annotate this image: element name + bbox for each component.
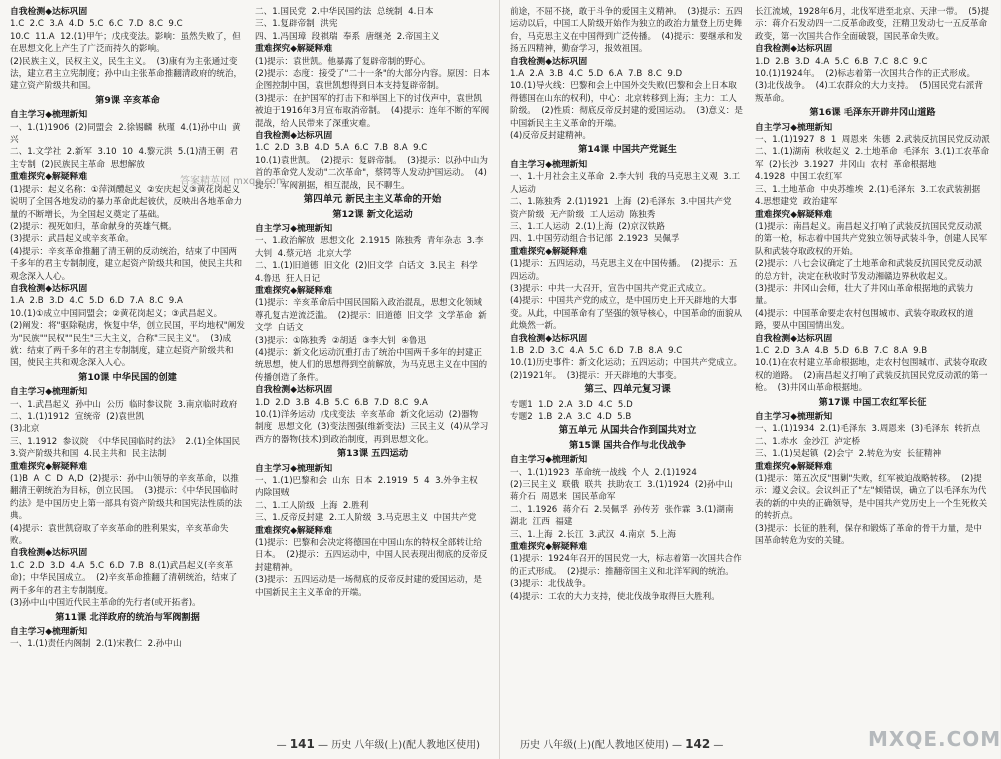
answer-line: (4)反帝反封建精神。 — [510, 131, 591, 142]
answer-line: (1)提示：袁世凯。他暴露了复辟帝制的野心。 — [255, 56, 431, 67]
answer-line: (2)提示：态度：接受了"二十一条"的大部分内容。原因：日本企图控制中国，袁世凯想得到日本支持复辟帝制。 — [255, 69, 490, 92]
section-heading: 自我检测◆达标巩固 — [10, 283, 88, 294]
answer-line: 一、1.十月社会主义革命 2.李大钊 我的马克思主义观 3.工人运动 — [510, 172, 741, 195]
answer-line: 二、1.国民党 2.中华民国约法 总统制 4.日本 — [255, 7, 434, 17]
answer-line: 专题1 1.D 2.A 3.D 4.C 5.D — [510, 399, 633, 410]
answer-line: 二、1.工人阶级 上海 2.胜利 — [255, 500, 369, 511]
answer-line: (2)阐发：将"驱除鞑虏，恢复中华，创立民国，平均地权"阐发为"民族""民权""民生"三大主义，合称"三民主义"。 (3)成就：结束了两千多年的君主专制制度，建立起资产阶级共和国，使民主共和观念深入人心。 — [10, 321, 245, 369]
answer-line: 1.C 2.D 3.A 4.B 5.D 6.B 7.C 8.A 9.B — [755, 345, 928, 356]
answer-line: 10.(1)1924年。 (2)标志着第一次国共合作的正式形成。 (3)北伐战争。 (4)工农群众的大力支持。 (5)国民党右派背叛革命。 — [755, 69, 983, 104]
lesson-title: 第15课 国共合作与北伐战争 — [568, 439, 687, 451]
answer-line: 10.(1)导火线：巴黎和会上中国外交失败(巴黎和会上日本取得德国在山东的权利)，中心：北京转移到上海；主力：工人阶级。 (2)性质：彻底反帝反封建的爱国运动。 (3)意义：是中国新民主主义革命的开端。 — [510, 81, 743, 129]
answer-line: (2)民族主义，民权主义，民生主义。 (3)康有为主张通过变法，建立君主立宪制度；孙中山主张革命推翻清政府的统治，建立资产阶级共和国。 — [10, 56, 243, 92]
site-logo: MXQE.COM — [868, 727, 1001, 751]
section-heading: 自我检测◆达标巩固 — [10, 548, 88, 559]
section-heading: 自我检测◆达标巩固 — [255, 131, 333, 142]
answer-line: 三、1.1912 参议院 《中华民国临时约法》 2.(1)全体国民 3.资产阶级共和国 4.民主共和 民主法制 — [10, 436, 246, 460]
answer-line: 1.C 2.C 3.A 4.D 5.C 6.C 7.D 8.C 9.C — [10, 19, 183, 30]
unit-title: 第五单元 从国共合作到国共对立 — [558, 425, 697, 437]
answer-line: (3)提示：①陈独秀 ②胡适 ③李大钊 ④鲁迅 — [255, 335, 427, 346]
answer-line: 10.C 11.A 12.(1)甲午；戊戌变法。影响：虽然失败了，但在思想文化上产生了广泛而持久的影响。 — [10, 31, 241, 55]
answer-line: 一、1.(1)巴黎和会 山东 日本 2.1919 5 4 3.外争主权 内除国贼 — [255, 476, 484, 499]
section-heading: 自我检测◆达标巩固 — [10, 7, 88, 17]
answer-line: 三、1.土地革命 中央苏维埃 2.(1)毛泽东 3.工农武装割据 4.思想建党 政治建军 — [755, 184, 986, 208]
answer-line: (3)提示：长征的胜利，保存和锻炼了革命的骨干力量，是中国革命转危为安的关键。 — [755, 523, 983, 547]
section-heading: 自我检测◆达标巩固 — [510, 333, 588, 344]
answer-line: 二、1.(1)湖南 秋收起义 2.土地革命 毛泽东 3.(1)工农革命军 (2)长沙 3.1927 井冈山 农村 革命根据地 — [755, 147, 990, 170]
section-heading: 自主学习◆梳理新知 — [10, 626, 88, 637]
section-heading: 自我检测◆达标巩固 — [510, 56, 588, 67]
answer-line: (3)提示：在护国军的打击下和举国上下的讨伐声中，袁世凯被迫于1916年3月宣布取消帝制。 (4)提示：连年不断的军阀混战，给人民带来了深重灾难。 — [255, 93, 490, 129]
right-column-2 — [755, 6, 990, 721]
answer-line: 1.D 2.B 3.D 4.A 5.C 6.B 7.C 8.C 9.C — [755, 56, 928, 67]
lesson-title: 第10课 中华民国的创建 — [78, 371, 177, 383]
answer-line: 专题2 1.B 2.A 3.C 4.D 5.B — [510, 412, 632, 422]
answer-line: 1.C 2.D 3.B 4.D 5.A 6.C 7.B 8.A 9.C — [255, 143, 428, 154]
section-heading: 重难探究◆解疑释难 — [510, 246, 588, 257]
section-heading: 重难探究◆解疑释难 — [755, 209, 833, 220]
answer-line: 10.(1)①成立中国同盟会；②黄花岗起义；③武昌起义。 — [10, 308, 223, 319]
left-page-footer: — 141 — 历史 八年级(上)(配人教地区使用) — [276, 737, 480, 751]
answer-line: 二、1.赤水 金沙江 泸定桥 — [755, 436, 861, 447]
answer-line: 10.(1)洋务运动 戊戌变法 辛亥革命 新文化运动 (2)器物 制度 思想文化 (3)变法图强(维新变法) 三民主义 (4)从学习西方的器物(技术)到政治制度，再到思想文化。 — [255, 410, 489, 445]
section-heading: 重难探究◆解疑释难 — [255, 285, 333, 296]
answer-line: 一、1.(1)1934 2.(1)毛泽东 3.周恩来 (3)毛泽东 转折点 — [755, 424, 981, 435]
answer-line: (3)提示：井冈山会师，壮大了井冈山革命根据地的武装力量。 — [755, 283, 974, 307]
lesson-title: 第13课 五四运动 — [336, 448, 409, 460]
answer-line: 四、1.中国劳动组合书记部 2.1923 吴佩孚 — [510, 234, 680, 245]
answer-line: 二、1.陈独秀 2.(1)1921 上海 (2)毛泽东 3.中国共产党 资产阶级 无产阶级 工人运动 陈独秀 — [510, 197, 738, 220]
answer-line: 二、1.1926 蒋介石 2.吴佩孚 孙传芳 张作霖 3.(1)湖南 湖北 江西 福建 — [510, 504, 739, 528]
section-heading: 自主学习◆梳理新知 — [755, 412, 833, 422]
answer-line: (4)提示：工农的大力支持，使北伐战争取得巨大胜利。 — [510, 591, 720, 602]
answer-line: (2)提示：八七会议确定了土地革命和武装反抗国民党反动派的总方针，决定在秋收时节发动湘赣边界秋收起义。 — [755, 259, 983, 282]
lesson-title: 第12课 新文化运动 — [332, 208, 413, 220]
section-heading: 自主学习◆梳理新知 — [510, 159, 588, 170]
answer-line: (4)提示：袁世凯窃取了辛亥革命的胜利果实，辛亥革命失败。 — [10, 523, 229, 547]
section-heading: 自我检测◆达标巩固 — [255, 385, 333, 396]
lesson-title: 第9课 辛亥革命 — [95, 94, 160, 106]
answer-line: 1.D 2.D 3.B 4.B 5.C 6.B 7.D 8.C 9.A — [255, 397, 428, 408]
section-heading: 自主学习◆梳理新知 — [510, 455, 588, 466]
answer-line: 1.B 2.D 3.C 4.A 5.C 6.D 7.B 8.A 9.C — [510, 345, 683, 356]
answer-line: (3)提示：五四运动是一场彻底的反帝反封建的爱国运动，是中国新民主主义革命的开端。 — [255, 575, 483, 598]
answer-line: 一、1.(1)1906 (2)同盟会 2.徐锡麟 秋瑾 4.(1)孙中山 黄兴 — [10, 122, 241, 146]
answer-line: 10.(1)袁世凯。 (2)提示：复辟帝制。 (3)提示：以孙中山为首的革命党人发动"二次革命"，蔡锷等人发动护国运动。 (4)提示：军阀割据，相互混战，民不聊生。 — [255, 155, 488, 191]
left-column-1 — [10, 6, 245, 721]
footer-grade: 八年级(上)(配人教地区使用) — [543, 740, 669, 751]
answer-line: 前途，不屈不挠，敢于斗争的爱国主义精神。 (3)提示：五四运动以后，中国工人阶级开始作为独立的政治力量登上历史舞台，马克思主义在中国得到广泛传播。 (4)提示：要继承和发扬五四精神，勤奋学习，报效祖国。 — [510, 7, 743, 55]
answer-line: 10.(1)历史事件：新文化运动；五四运动；中国共产党成立。 (2)1921年。 (3)提示：开天辟地的大事变。 — [510, 358, 748, 381]
answer-line: 1.C 2.D 3.D 4.A 5.C 6.D 7.B 8.(1)武昌起义(辛亥革命)；中华民国成立。 (2)辛亥革命推翻了清朝统治，结束了两千多年的君主专制制度。 — [10, 560, 238, 596]
lesson-title: 第11课 北洋政府的统治与军阀割据 — [55, 611, 200, 623]
watermark: 答案精英网 mxqe.com — [180, 176, 286, 187]
answer-line: (1)B A C D A,D (2)提示：孙中山领导的辛亥革命，以推翻清王朝统治为目标，创立民国。 (3)提示：《中华民国临时约法》是中国历史上第一部具有资产阶级共和国宪法性质的法典。 — [10, 474, 243, 522]
unit-title: 第四单元 新民主主义革命的开始 — [303, 194, 442, 206]
answer-line: 1.A 2.B 3.D 4.C 5.D 6.D 7.A 8.C 9.A — [10, 296, 183, 307]
answer-line: 三、1.上海 2.长江 3.武汉 4.南京 5.上海 — [510, 529, 676, 540]
answer-line: 一、1.(1)1923 革命统一战线 个人 2.(1)1924 — [510, 467, 697, 478]
answer-line: (1)提示：起义名称：①萍浏醴起义 ②安庆起义③黄花岗起义 说明了全国各地发动的暴力革命此起彼伏，反映出各地革命力量的不断增长，为全国起义奠定了基础。 — [10, 184, 246, 220]
section-heading: 重难探究◆解疑释难 — [255, 525, 333, 536]
answer-line: 三、1.反帝反封建 2.工人阶级 3.马克思主义 中国共产党 — [255, 513, 477, 524]
answer-line: 4.1928 中国工农红军 — [755, 172, 843, 183]
answer-line: (3)孙中山中国近代民主革命的先行者(或开拓者)。 — [10, 598, 201, 609]
answer-line: (1)提示：辛亥革命后中国民国陷入政治混乱，思想文化领域尊孔复古逆流泛滥。 (2)提示：旧道德 旧文学 文学革命 新文学 白话文 — [255, 298, 487, 334]
answer-line: (2)提示：视死如归，革命献身的英雄气概。 — [10, 221, 177, 232]
section-heading: 自主学习◆梳理新知 — [255, 463, 333, 474]
right-page-footer: 历史 八年级(上)(配人教地区使用) — 142 — — [520, 737, 724, 751]
section-heading: 自主学习◆梳理新知 — [10, 387, 88, 398]
answer-line: (4)提示：中国革命要走农村包围城市、武装夺取政权的道路，要从中国国情出发。 — [755, 308, 974, 332]
answer-line: 一、1.武昌起义 孙中山 公历 临时参议院 3.南京临时政府 — [10, 399, 238, 410]
footer-subject: 历史 — [331, 740, 352, 751]
section-heading: 自主学习◆梳理新知 — [755, 122, 833, 133]
section-heading: 自我检测◆达标巩固 — [755, 44, 833, 55]
section-heading: 自主学习◆梳理新知 — [10, 110, 88, 121]
unit-title: 第三、四单元复习课 — [584, 384, 671, 396]
section-heading: 重难探究◆解疑释难 — [10, 172, 88, 183]
section-heading: 重难探究◆解疑释难 — [510, 542, 588, 553]
answer-line: 一、1.(1)1927 8 1 周恩来 朱德 2.武装反抗国民党反动派 — [755, 135, 990, 146]
left-page — [0, 0, 500, 759]
answer-line: 四、1.冯国璋 段祺瑞 奉系 唐继尧 2.帝国主义 — [255, 31, 440, 42]
lesson-title: 第16课 毛泽东开辟井冈山道路 — [809, 107, 936, 119]
page-number: 141 — [289, 737, 315, 751]
answer-line: (1)提示：五四运动，马克思主义在中国传播。 (2)提示：五四运动。 — [510, 259, 738, 282]
footer-subject: 历史 — [520, 740, 540, 751]
answer-line: (3)提示：武昌起义或辛亥革命。 — [10, 234, 134, 245]
lesson-title: 第14课 中国共产党诞生 — [578, 144, 677, 156]
answer-line: (1)提示：第五次反"围剿"失败，红军被迫战略转移。 (2)提示：遵义会议。会议纠正了"左"倾错误，确立了以毛泽东为代表的新的中央的正确领导，是中国共产党历史上一个生死攸关的转折点。 — [755, 474, 988, 522]
answer-line: (3)提示：中共一大召开，宣告中国共产党正式成立。 — [510, 283, 712, 294]
answer-line: (4)提示：辛亥革命推翻了清王朝的反动统治，结束了中国两千多年的君主专制制度，建立起资产阶级共和国，使民主共和观念深入人心。 — [10, 246, 243, 282]
answer-line: (3)北京 — [10, 424, 40, 435]
answer-line: (1)提示：南昌起义。南昌起义打响了武装反抗国民党反动派的第一枪，标志着中国共产党独立领导武装斗争，创建人民军队和武装夺取政权的开始。 — [755, 221, 988, 257]
section-heading: 自我检测◆达标巩固 — [755, 333, 833, 344]
page-number: 142 — [685, 737, 711, 751]
answer-line: 一、1.政治解放 思想文化 2.1915 陈独秀 青年杂志 3.李大钊 4.蔡元培 北京大学 — [255, 236, 484, 259]
answer-line: 一、1.(1)责任内阁制 2.(1)宋教仁 2.孙中山 — [10, 639, 182, 650]
answer-line: (1)提示：1924年召开的国民党一大，标志着第一次国共合作的正式形成。 (2)提示：推翻帝国主义和北洋军阀的统治。 (3)提示：北伐战争。 — [510, 554, 742, 590]
section-heading: 自主学习◆梳理新知 — [255, 223, 333, 234]
answer-line: 三、1.复辟帝制 洪宪 — [255, 19, 338, 30]
answer-line: 二、1.(1)1912 宣统帝 (2)袁世凯 — [10, 412, 145, 422]
answer-line: 长江流域，1928年6月，北伐军进至北京、天津一带。 (5)提示：蒋介石发动四一二反革命政变，汪精卫发动七一五反革命政变，第一次国共合作全面破裂，国民革命失败。 — [755, 7, 990, 42]
answer-line: (4)提示：中国共产党的成立，是中国历史上开天辟地的大事变。从此，中国革命有了坚强的领导核心，中国革命的面貌从此焕然一新。 — [510, 296, 743, 332]
answer-line: 三、1.工人运动 2.(1)上海 (2)京汉铁路 — [510, 221, 665, 232]
answer-line: 1.A 2.A 3.B 4.C 5.D 6.A 7.B 8.C 9.D — [510, 69, 683, 80]
section-heading: 重难探究◆解疑释难 — [255, 44, 333, 55]
answer-line: 二、1.(1)旧道德 旧文化 (2)旧文学 白话文 3.民主 科学 4.鲁迅 狂人日记 — [255, 261, 484, 284]
lesson-title: 第17课 中国工农红军长征 — [818, 396, 927, 408]
section-heading: 重难探究◆解疑释难 — [10, 461, 88, 472]
answer-line: 二、1.文学社 2.新军 3.10 10 4.黎元洪 5.(1)清王朝 君主专制 (2)民族民主革命 思想解放 — [10, 147, 239, 170]
answer-line: (2)三民主义 联俄 联共 扶助农工 3.(1)1924 (2)孙中山 蒋介石 周恩来 国民革命军 — [510, 480, 739, 503]
footer-grade: 八年级(上)(配人教地区使用) — [354, 740, 480, 751]
left-column-2 — [255, 6, 490, 721]
answer-line: 三、1.(1)吴起镇 (2)会宁 2.转危为安 长征精神 — [755, 449, 942, 460]
section-heading: 重难探究◆解疑释难 — [755, 461, 833, 472]
answer-line: 10.(1)在农村建立革命根据地，走农村包围城市、武装夺取政权的道路。 (2)南昌起义打响了武装反抗国民党反动派的第一枪。 (3)井冈山革命根据地。 — [755, 358, 988, 394]
answer-line: (4)提示：新文化运动沉重打击了统治中国两千多年的封建正统思想，使人们的思想得到空前解放，为马克思主义在中国的传播创造了条件。 — [255, 347, 488, 383]
answer-line: (1)提示：巴黎和会决定将德国在中国山东的特权全部转让给日本。 (2)提示：五四运动中，中国人民表现出彻底的反帝反封建精神。 — [255, 538, 488, 573]
right-page — [500, 0, 1000, 759]
right-column-1 — [510, 6, 748, 721]
